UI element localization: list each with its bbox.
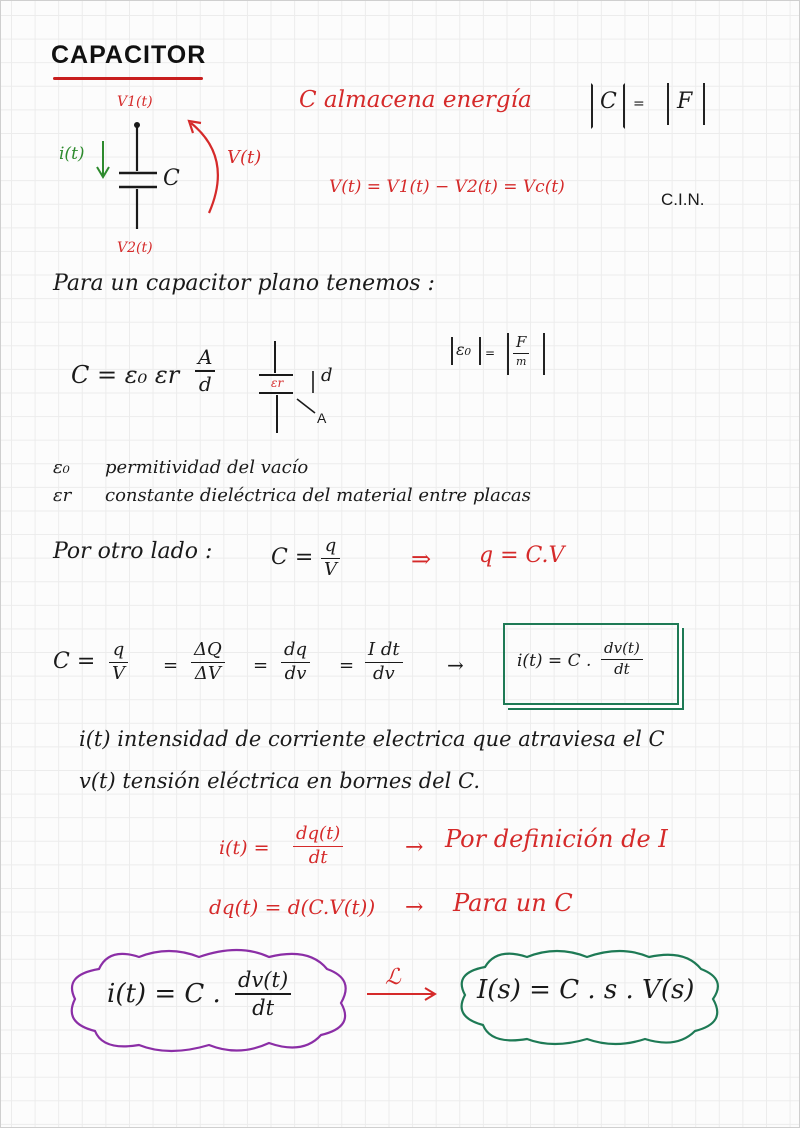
chain-fraction-2: [191, 641, 225, 684]
chain-f2-den: ΔV: [194, 663, 221, 685]
plane-formula-num: A: [198, 345, 213, 369]
boxed-lhs: i(t) = C .: [517, 651, 592, 671]
cin-note: C.I.N.: [661, 190, 705, 209]
derivation-row1-arrow: →: [405, 835, 424, 860]
final-left-fraction: [235, 969, 291, 1019]
derivation-row2-arrow: →: [405, 895, 424, 920]
unit-farad: F: [677, 89, 693, 114]
chain-f3-den: dv: [284, 663, 307, 685]
other-side-fraction: [321, 537, 340, 580]
unit-eps0-fraction: [513, 335, 529, 368]
derivation-row1-note: Por definición de I: [445, 825, 668, 853]
boxed-den: dt: [614, 660, 630, 679]
v2-node-label: V2(t): [117, 240, 153, 256]
current-label: i(t): [59, 144, 85, 164]
chain-f4-num: I dt: [368, 639, 400, 660]
derivation-row2-expr: dq(t) = d(C.V(t)): [209, 895, 376, 919]
other-side-result: q = C.V: [479, 543, 565, 568]
definition-text-eps0: permitividad del vacío: [105, 457, 309, 478]
unit-eps0-symbol: ε₀: [456, 340, 471, 359]
plane-formula-lhs: C = ε₀ εr: [71, 361, 180, 389]
voltage-equation: V(t) = V1(t) − V2(t) = Vc(t): [329, 177, 565, 197]
derivation-row1-den: dt: [308, 847, 328, 869]
distance-label: d: [321, 365, 333, 386]
stores-energy-note: C almacena energía: [299, 87, 532, 113]
explanation-current: i(t) intensidad de corriente electrica que atraviesa el C: [79, 727, 665, 751]
title-underline: [53, 77, 203, 80]
chain-f4-den: dv: [372, 663, 395, 685]
final-left-den: dt: [252, 995, 275, 1020]
v1-node-label: V1(t): [117, 94, 153, 110]
chain-f3-num: dq: [284, 639, 308, 660]
derivation-row1-lhs: i(t) =: [219, 837, 270, 859]
chain-eq-3: =: [339, 655, 355, 676]
final-left-lhs: i(t) = C .: [107, 979, 221, 1009]
unit-eps0-num: F: [516, 333, 527, 351]
unit-eps0-den: m: [516, 355, 527, 369]
capacitance-unit: [591, 83, 721, 127]
chain-f1-num: q: [112, 639, 125, 660]
page-title: CAPACITOR: [51, 41, 207, 69]
definition-symbol-epsr: εr: [53, 485, 72, 506]
other-side-den: V: [324, 559, 337, 581]
boxed-num: dv(t): [604, 639, 640, 657]
final-right-expr: I(s) = C . s . V(s): [477, 975, 695, 1005]
unit-equals: =: [633, 96, 645, 112]
chain-lhs: C =: [53, 649, 96, 674]
chain-eq-2: =: [253, 655, 269, 676]
other-side-heading: Por otro lado :: [53, 539, 213, 564]
chain-fraction-3: [281, 641, 310, 684]
boxed-capacitor-law: [503, 623, 679, 705]
unit-c-symbol: C: [600, 89, 617, 114]
chain-f2-num: ΔQ: [194, 639, 222, 660]
chain-fraction-4: [365, 641, 403, 684]
unit-eps0-equals: =: [485, 346, 496, 360]
final-left-num: dv(t): [238, 968, 289, 992]
area-label: A: [317, 410, 327, 426]
other-side-lhs: C =: [271, 545, 314, 570]
chain-arrow: →: [447, 653, 464, 677]
plane-capacitor-heading: Para un capacitor plano tenemos :: [53, 271, 435, 296]
derivation-row1-num: dq(t): [296, 823, 341, 844]
plane-formula-fraction: [195, 347, 215, 395]
other-side-arrow: ⇒: [411, 545, 432, 573]
permittivity-unit: [451, 333, 561, 379]
laplace-arrow: [363, 985, 443, 1003]
chain-f1-den: V: [112, 663, 125, 685]
plate-capacitor-diagram: [251, 337, 361, 437]
definition-text-epsr: constante dieléctrica del material entre placas: [105, 485, 531, 506]
other-side-num: q: [324, 535, 337, 556]
voltage-label: V(t): [227, 147, 262, 168]
capacitor-label: C: [163, 166, 180, 191]
plane-formula-den: d: [198, 371, 212, 396]
chain-eq-1: =: [163, 655, 179, 676]
boxed-fraction: [601, 641, 643, 678]
explanation-voltage: v(t) tensión eléctrica en bornes del C.: [79, 769, 480, 793]
definition-symbol-eps0: ε₀: [53, 457, 70, 478]
derivation-row2-note: Para un C: [453, 889, 573, 917]
chain-fraction-1: [109, 641, 128, 684]
dielectric-label: εr: [271, 376, 284, 390]
derivation-row1-fraction: [293, 825, 343, 868]
laplace-symbol: ℒ: [385, 965, 401, 990]
